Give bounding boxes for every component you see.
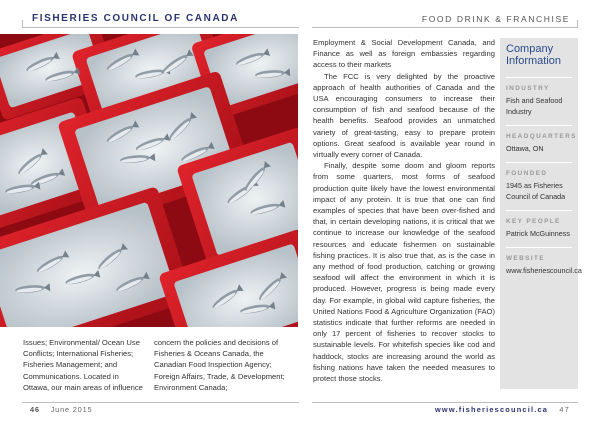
sidebar-label: FOUNDED xyxy=(506,170,548,177)
sidebar-section-website xyxy=(506,247,582,276)
article-column-middle: concern the policies and decisions of Fisheries & Oceans Canada, the Canadian Food Inspection Agency; Foreign Affairs, Trade, & Development; Environment Canada; xyxy=(154,338,285,392)
sidebar-section-industry xyxy=(506,77,572,117)
magazine-category-title: FOOD DRINK & FRANCHISE xyxy=(421,14,570,24)
sidebar-section-headquarters xyxy=(506,125,577,154)
sidebar-label: INDUSTRY xyxy=(506,85,550,92)
header-tick xyxy=(22,20,23,28)
article-paragraph: Finally, despite some doom and gloom reports from some quarters, most forms of seafood production quite likely have the lowest environmental impact of any protein. It is true that one can find examples of species that have been over-fished and that, in certain developing nations, it is critical that we continue to increase our knowledge of the seafood resources and educate fishermen on sustainable fishing practices. It is also true that, as is the case in any method of food production, catching or growing seafood will affect the environment in which it is produced. However, progress is being made every day. For example, in global wild capture fisheries, the United Nations Food & Agriculture Organization (FAO) statistics indicate that further reforms are needed in only 17 percent of fisheries to recover stocks to sustainable levels. For whitefish species like cod and haddock, stocks are increasing around the world as fishing nations have taken the needed measures to protect those stocks. xyxy=(313,161,495,384)
header-rule-left xyxy=(22,27,299,28)
sidebar-label: WEBSITE xyxy=(506,255,545,262)
fish-crates-illustration xyxy=(0,34,298,327)
issue-date: June 2015 xyxy=(50,405,93,414)
page-number-right: 47 xyxy=(559,405,570,414)
page-number-left: 46 xyxy=(30,405,40,414)
sidebar-label: HEADQUARTERS xyxy=(506,133,577,140)
footer-rule-left xyxy=(22,402,299,403)
footer-rule-right xyxy=(312,402,578,403)
sidebar-value: Ottawa, ON xyxy=(506,144,544,153)
sidebar-section-founded xyxy=(506,162,572,202)
sidebar-label: KEY PEOPLE xyxy=(506,218,561,225)
footer-right xyxy=(435,405,570,414)
magazine-section-title: FISHERIES COUNCIL OF CANADA xyxy=(32,13,239,24)
sidebar-section-key-people xyxy=(506,210,572,239)
header-rule-right xyxy=(312,27,578,28)
fish-crates-photo xyxy=(0,34,298,327)
article-column-left: Issues; Environmental/ Ocean Use Conflicts; International Fisheries; Fisheries Management; and Communications. Located in Ottawa, our main areas of influence xyxy=(23,338,143,392)
sidebar-value: Patrick McGuinness xyxy=(506,229,570,238)
header-tick xyxy=(577,20,578,28)
website-link[interactable]: www.fisheriescouncil.ca xyxy=(506,266,582,275)
footer-website-link[interactable]: www.fisheriescouncil.ca xyxy=(434,405,549,414)
sidebar-value: Fish and Seafood Industry xyxy=(506,96,563,116)
article-column-right xyxy=(313,37,495,384)
article-paragraph: The FCC is very delighted by the proactive approach of health authorities of Canada and the USA encouraging consumers to increase their consumption of fish and seafood because of the health benefits. Seafood provides an unmatched variety of great-tasting, easy to prepare protein options. Great seafood is available year round in virtually every corner of Canada. xyxy=(313,71,495,160)
company-info-sidebar xyxy=(500,38,582,389)
sidebar-title: Company Information xyxy=(506,43,562,67)
article-paragraph: Employment & Social Development Canada, and Finance as well as foreign embassies regarding access to their markets xyxy=(313,38,495,70)
footer-left xyxy=(30,405,92,414)
sidebar-value: 1945 as Fisheries Council of Canada xyxy=(506,181,566,201)
